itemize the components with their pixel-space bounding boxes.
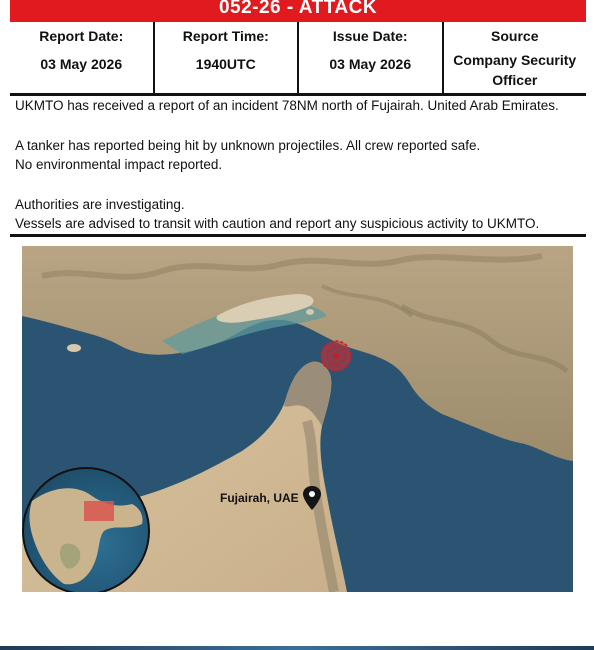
satellite-map	[22, 246, 573, 592]
issue-date-label: Issue Date:	[332, 28, 408, 44]
incident-map	[22, 246, 573, 592]
report-time-cell	[153, 22, 298, 93]
source-label: Source	[491, 28, 539, 44]
section-divider	[10, 234, 586, 237]
source-cell	[442, 22, 587, 93]
report-time-value: 1940UTC	[195, 56, 256, 72]
advisory-note: Vessels are advised to transit with caution and report any suspicious activity to UKMTO.	[15, 216, 540, 231]
report-date-value: 03 May 2026	[40, 56, 123, 72]
inset-globe	[23, 468, 149, 592]
incident-summary: UKMTO has received a report of an incident 78NM north of Fujairah. United Arab Emirates.	[15, 98, 559, 113]
authorities-note: Authorities are investigating.	[15, 196, 185, 212]
location-label: Fujairah, UAE	[220, 491, 299, 505]
incident-marker-icon	[321, 341, 351, 371]
report-date-label: Report Date:	[39, 28, 124, 44]
source-value: Company Security Officer	[453, 52, 577, 88]
incident-detail: A tanker has reported being hit by unknown projectiles. All crew reported safe.	[15, 137, 481, 153]
issue-date-value: 03 May 2026	[329, 56, 412, 72]
environmental-note: No environmental impact reported.	[15, 157, 223, 172]
report-info-table	[10, 22, 586, 96]
report-title: 052-26 - ATTACK	[10, 0, 586, 22]
issue-date-cell	[297, 22, 442, 93]
inset-highlight	[84, 501, 114, 521]
footer-bar	[0, 646, 594, 650]
report-body	[15, 96, 587, 234]
report-date-cell	[10, 22, 153, 93]
report-time-label: Report Time:	[182, 28, 269, 44]
